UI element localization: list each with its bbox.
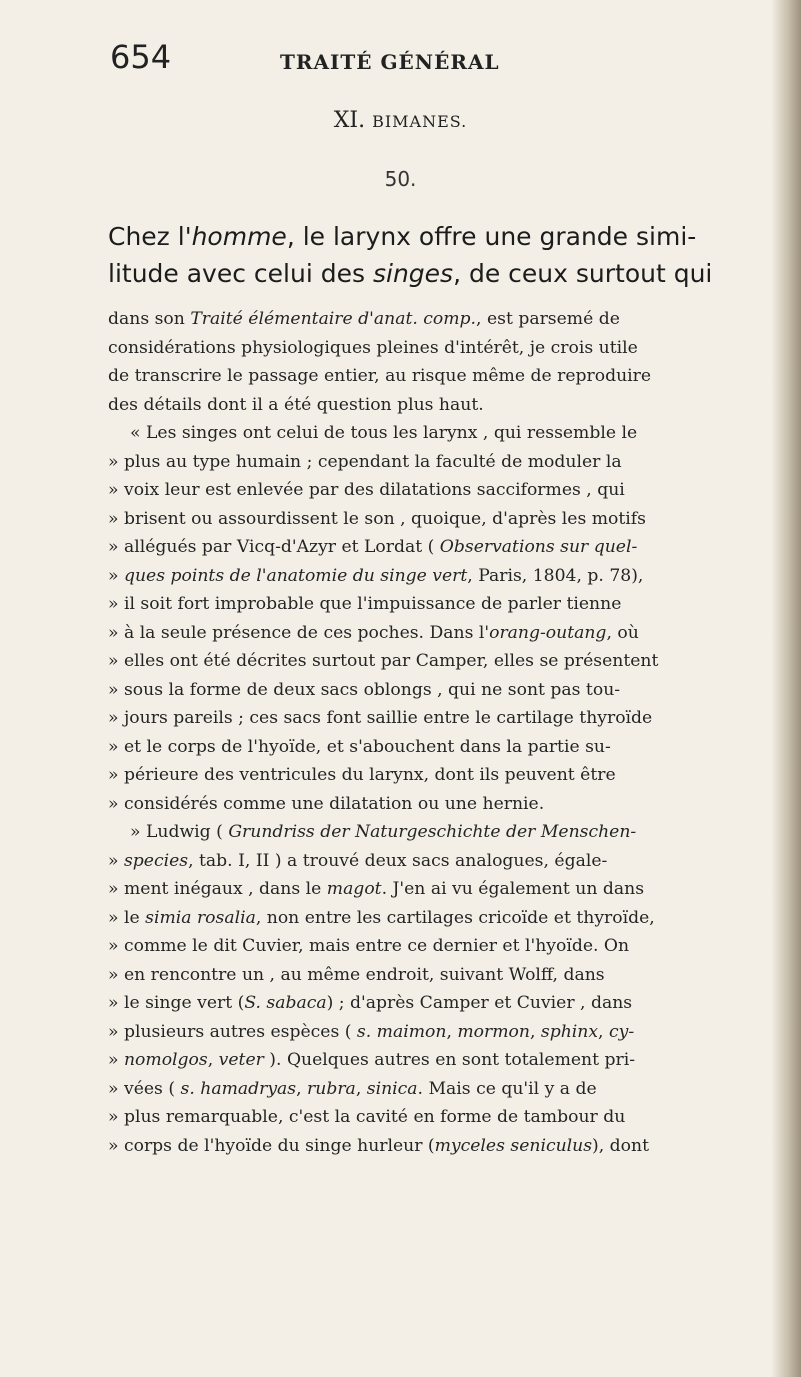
lead-line-2: litude avec celui des singes, de ceux surtout qui [108, 259, 713, 288]
text-segment: » jours pareils ; ces sacs font saillie entre le cartilage thyroïde [108, 708, 653, 728]
italic-segment: S. sabaca [244, 993, 327, 1013]
text-segment: » plusieurs autres espèces ( [108, 1021, 357, 1042]
text-line [108, 391, 758, 420]
text-segment: » comme le dit Cuvier, mais entre ce dernier et l'hyoïde. On [108, 936, 630, 956]
italic-segment: myceles seniculus [434, 1135, 593, 1156]
text-line [108, 818, 758, 847]
text-line [108, 847, 758, 876]
text-segment: » allégués par Vicq-d'Azyr et Lordat ( [108, 537, 440, 557]
text-segment: » plus au type humain ; cependant la faculté de moduler la [108, 451, 622, 472]
paragraph-number: 50. [384, 167, 417, 191]
text-segment: de transcrire le passage entier, au risque même de reproduire [108, 366, 652, 386]
text-line [108, 505, 758, 534]
italic-segment: Grundriss der Naturgeschichte der Menschen- [228, 822, 637, 842]
text-segment: » sous la forme de deux sacs oblongs , qui ne sont pas tou- [108, 679, 621, 700]
text-line [108, 761, 758, 790]
italic-segment: Observations sur quel- [439, 537, 638, 557]
italic-segment: species [123, 850, 189, 871]
text-segment: » [108, 1050, 124, 1070]
text-segment: , où [606, 622, 639, 643]
text-line [108, 704, 758, 733]
italic-segment: s. hamadryas [180, 1078, 297, 1099]
lead-paragraph [108, 218, 758, 292]
text-segment: » corps de l'hyoïde du singe hurleur ( [108, 1135, 435, 1156]
italic-segment: rubra [307, 1078, 356, 1099]
italic-segment: ques points de l'anatomie du singe vert [123, 565, 468, 586]
text-segment: » le [108, 907, 146, 928]
page-number: 654 [110, 38, 172, 76]
text-line [108, 733, 758, 762]
text-segment: » brisent ou assourdissent le son , quoique, d'après les motifs [108, 508, 646, 529]
text-segment: » le singe vert ( [108, 993, 245, 1013]
running-title: TRAITÉ GÉNÉRAL [280, 50, 500, 74]
page-edge [771, 0, 801, 1377]
italic-segment: sphinx [540, 1021, 599, 1042]
italic-segment: mormon [457, 1021, 530, 1042]
text-segment: , est parsemé de [476, 309, 620, 329]
text-line [108, 1132, 758, 1161]
italic-segment: s. maimon [356, 1021, 447, 1042]
text-line [108, 989, 758, 1018]
text-line [108, 562, 758, 591]
text-line [108, 961, 758, 990]
text-segment: » vées ( [108, 1078, 181, 1099]
text-segment: , [296, 1078, 308, 1099]
text-segment: , Paris, 1804, p. 78), [467, 565, 644, 586]
text-line [108, 448, 758, 477]
text-line [108, 334, 758, 363]
text-segment: » à la seule présence de ces poches. Dans l' [108, 622, 490, 643]
text-line [108, 476, 758, 505]
text-line [108, 875, 758, 904]
lead-line-1: Chez l'homme, le larynx offre une grande simi- [108, 222, 697, 251]
text-segment: » considérés comme une dilatation ou une hernie. [108, 793, 545, 814]
text-line [108, 1018, 758, 1047]
italic-segment: veter [218, 1050, 264, 1070]
text-line [108, 419, 758, 448]
text-line [108, 1103, 758, 1132]
text-segment: ) ; d'après Camper et Cuvier , dans [326, 993, 633, 1013]
text-segment: dans son [108, 309, 191, 329]
text-segment: » Ludwig ( [130, 822, 229, 842]
text-line [108, 1075, 758, 1104]
text-segment: » ment inégaux , dans le [108, 879, 327, 899]
text-segment: , [598, 1021, 609, 1042]
italic-segment: nomolgos [123, 1050, 208, 1070]
text-segment: » elles ont été décrites surtout par Camper, elles se présentent [108, 651, 659, 671]
text-segment: considérations physiologiques pleines d'intérêt, je crois utile [108, 337, 638, 358]
italic-segment: Traité élémentaire d'anat. comp. [190, 309, 477, 329]
italic-segment: simia rosalia [145, 907, 256, 928]
italic-segment: sinica [366, 1078, 418, 1099]
text-segment: » périeure des ventricules du larynx, dont ils peuvent être [108, 765, 616, 785]
text-segment: » et le corps de l'hyoïde, et s'abouchent dans la partie su- [108, 736, 611, 757]
section-title: BIMANES. [372, 112, 468, 131]
text-segment: , [529, 1021, 541, 1042]
text-line [108, 647, 758, 676]
text-segment: » il soit fort improbable que l'impuissance de parler tienne [108, 594, 622, 614]
text-line [108, 790, 758, 819]
text-segment: ). Quelques autres en sont totalement pri- [263, 1050, 636, 1070]
text-segment: « Les singes ont celui de tous les larynx , qui ressemble le [130, 423, 638, 443]
text-line [108, 1046, 758, 1075]
text-segment: ), dont [592, 1135, 649, 1156]
text-segment: , non entre les cartilages cricoïde et thyroïde, [255, 907, 655, 928]
text-segment: , tab. I, II ) a trouvé deux sacs analogues, égale- [188, 850, 608, 871]
text-line [108, 904, 758, 933]
text-segment: , [446, 1021, 458, 1042]
italic-segment: magot [326, 879, 382, 899]
text-line [108, 533, 758, 562]
text-line [108, 590, 758, 619]
text-segment: » [108, 850, 124, 871]
text-segment: » en rencontre un , au même endroit, suivant Wolff, dans [108, 964, 605, 985]
text-segment: . Mais ce qu'il y a de [417, 1078, 597, 1099]
text-line [108, 305, 758, 334]
text-segment: , [207, 1050, 219, 1070]
text-segment: , [355, 1078, 367, 1099]
text-segment: . J'en ai vu également un dans [381, 879, 645, 899]
text-segment: » [108, 565, 124, 586]
section-heading [0, 108, 801, 133]
section-roman: XI. [333, 108, 366, 133]
italic-segment: orang-outang [489, 622, 607, 643]
text-line [108, 932, 758, 961]
body-text [108, 305, 758, 1160]
text-segment: des détails dont il a été question plus haut. [108, 394, 484, 415]
text-line [108, 362, 758, 391]
text-segment: » plus remarquable, c'est la cavité en forme de tambour du [108, 1107, 626, 1127]
italic-segment: cy- [608, 1021, 635, 1042]
text-line [108, 676, 758, 705]
text-line [108, 619, 758, 648]
text-segment: » voix leur est enlevée par des dilatations sacciformes , qui [108, 480, 625, 500]
